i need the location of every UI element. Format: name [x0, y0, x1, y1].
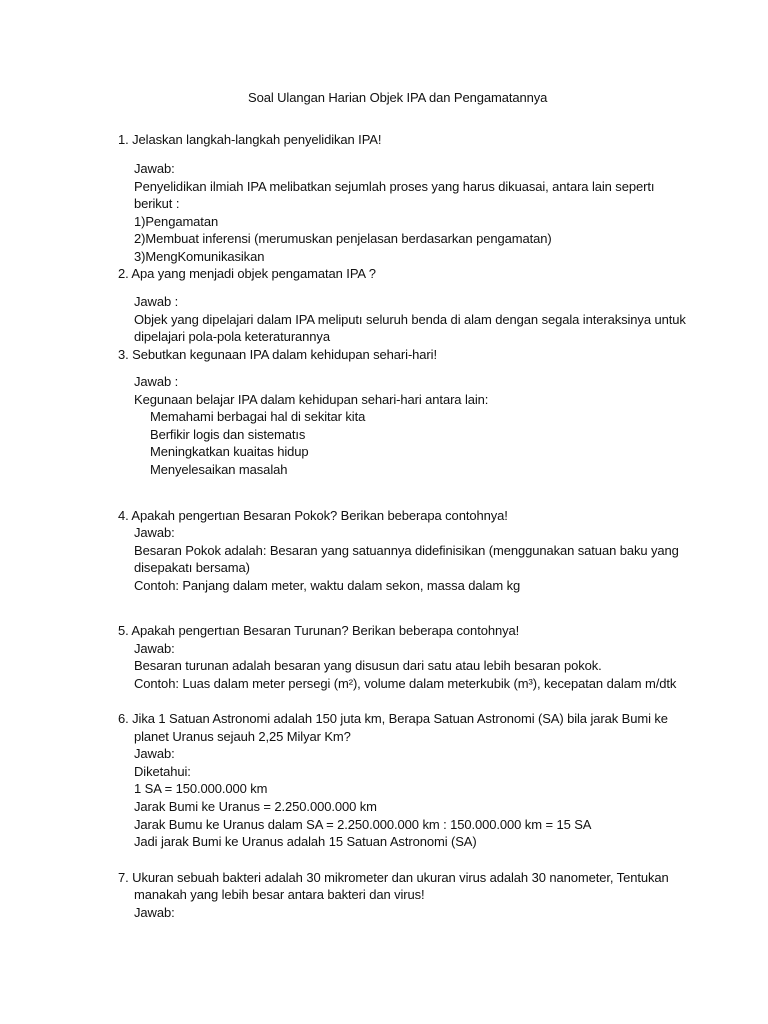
answer-label-5: Jawab:	[134, 641, 175, 656]
answer-5-line: Contoh: Luas dalam meter persegi (m²), volume dalam meterkubik (m³), kecepatan dalam m/dtk	[134, 676, 677, 691]
answer-4-line: Besaran Pokok adalah: Besaran yang satuannya didefinisikan (menggunakan satuan baku yang	[134, 543, 679, 558]
answer-6-line: Jarak Bumu ke Uranus dalam SA = 2.250.000.000 km : 150.000.000 km = 15 SA	[134, 817, 592, 832]
question-7-continued: manakah yang lebih besar antara bakteri dan virus!	[134, 887, 425, 902]
answer-1-item: 2)Membuat inferensi (merumuskan penjelasan berdasarkan pengamatan)	[134, 231, 552, 246]
answer-6-line: Jadi jarak Bumi ke Uranus adalah 15 Satuan Astronomi (SA)	[134, 834, 477, 849]
question-1: 1. Jelaskan langkah-langkah penyelidikan IPA!	[118, 132, 382, 147]
answer-6-line: Jarak Bumi ke Uranus = 2.250.000.000 km	[134, 799, 377, 814]
answer-label-4: Jawab:	[134, 525, 175, 540]
answer-4-line: disepakatı bersama)	[134, 560, 250, 575]
answer-5-line: Besaran turunan adalah besaran yang disusun dari satu atau lebih besaran pokok.	[134, 658, 602, 673]
question-7: 7. Ukuran sebuah bakteri adalah 30 mikrometer dan ukuran virus adalah 30 nanometer, Tentukan	[118, 870, 669, 885]
answer-3-line: Kegunaan belajar IPA dalam kehidupan sehari-hari antara lain:	[134, 392, 489, 407]
answer-1-line: Penyelidikan ilmiah IPA melibatkan sejumlah proses yang harus dikuasai, antara lain sepertı	[134, 179, 655, 194]
document-title: Soal Ulangan Harian Objek IPA dan Pengamatannya	[248, 90, 548, 105]
question-3: 3. Sebutkan kegunaan IPA dalam kehidupan sehari-hari!	[118, 347, 437, 362]
answer-label-2: Jawab :	[134, 294, 179, 309]
question-6: 6. Jika 1 Satuan Astronomi adalah 150 juta km, Berapa Satuan Astronomi (SA) bila jarak Bumi ke	[118, 711, 668, 726]
given-label: Diketahui:	[134, 764, 191, 779]
answer-label-3: Jawab :	[134, 374, 179, 389]
answer-6-line: 1 SA = 150.000.000 km	[134, 781, 268, 796]
answer-4-line: Contoh: Panjang dalam meter, waktu dalam sekon, massa dalam kg	[134, 578, 521, 593]
question-4: 4. Apakah pengertıan Besaran Pokok? Berikan beberapa contohnya!	[118, 508, 508, 523]
answer-1-item: 1)Pengamatan	[134, 214, 219, 229]
answer-3-item: Meningkatkan kuaitas hidup	[150, 444, 309, 459]
answer-3-item: Memahami berbagai hal di sekitar kita	[150, 409, 366, 424]
answer-2-line: dipelajari pola-pola keteraturannya	[134, 329, 330, 344]
answer-label-1: Jawab:	[134, 161, 175, 176]
answer-2-line: Objek yang dipelajari dalam IPA meliputı seluruh benda di alam dengan segala interaksinya untuk	[134, 312, 686, 327]
answer-label-7: Jawab:	[134, 905, 175, 920]
question-6-continued: planet Uranus sejauh 2,25 Milyar Km?	[134, 729, 351, 744]
answer-3-item: Berfikir logis dan sistematıs	[150, 427, 306, 442]
question-2: 2. Apa yang menjadi objek pengamatan IPA ?	[118, 266, 376, 281]
answer-1-item: 3)MengKomunikasikan	[134, 249, 265, 264]
answer-3-item: Menyelesaikan masalah	[150, 462, 288, 477]
answer-1-line: berikut :	[134, 196, 180, 211]
answer-label-6: Jawab:	[134, 746, 175, 761]
question-5: 5. Apakah pengertıan Besaran Turunan? Berikan beberapa contohnya!	[118, 623, 520, 638]
